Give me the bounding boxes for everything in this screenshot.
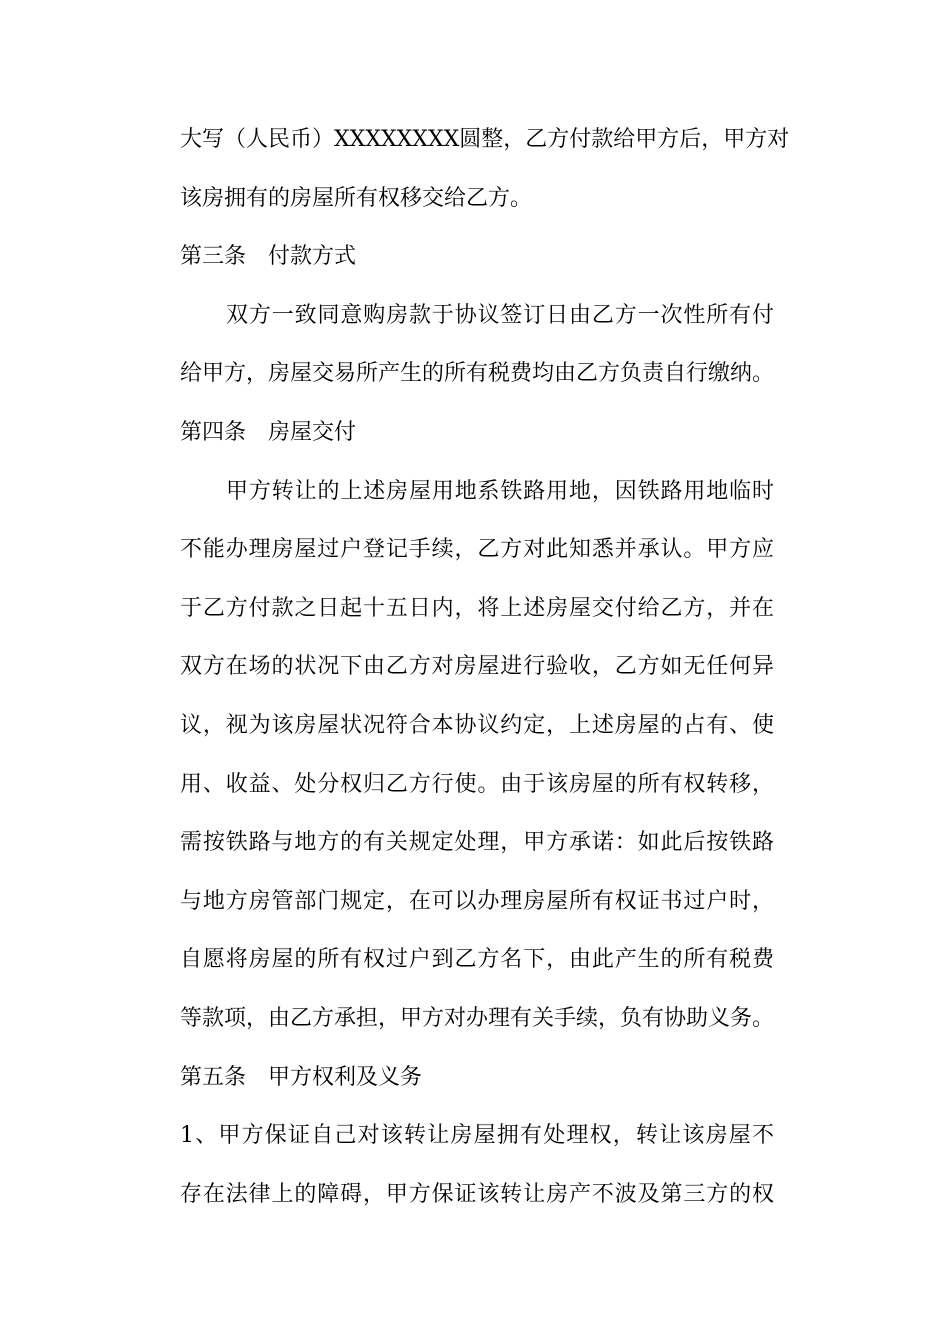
text-line: 于乙方付款之日起十五日内，将上述房屋交付给乙方，并在 — [180, 595, 774, 621]
text-line: 该房拥有的房屋所有权移交给乙方。 — [180, 185, 533, 211]
text-line: 用、收益、处分权归乙方行使。由于该房屋的所有权转移， — [180, 771, 774, 797]
text-line: 议，视为该房屋状况符合本协议约定，上述房屋的占有、使 — [180, 712, 774, 738]
text-line: 给甲方，房屋交易所产生的所有税费均由乙方负责自行缴纳。 — [180, 361, 775, 387]
text-line: 双方一致同意购房款于协议签订日由乙方一次性所有付 — [226, 302, 774, 328]
article-3-heading — [180, 237, 774, 296]
text-line: 自愿将房屋的所有权过户到乙方名下，由此产生的所有税费 — [180, 947, 774, 973]
text-line: 大写（人民币）XXXXXXXX圆整，乙方付款给甲方后，甲方对 — [180, 127, 790, 152]
article-number: 第四条 — [180, 419, 247, 445]
article-number: 第五条 — [180, 1064, 247, 1090]
text-line: 甲方转让的上述房屋用地系铁路用地，因铁路用地临时 — [226, 478, 774, 504]
text-line: 不能办理房屋过户登记手续，乙方对此知悉并承认。甲方应 — [180, 537, 774, 563]
article-title: 房屋交付 — [268, 419, 357, 445]
text-line: 等款项，由乙方承担，甲方对办理有关手续，负有协助义务。 — [180, 1005, 775, 1031]
article-number: 第三条 — [180, 244, 247, 270]
text-line: 与地方房管部门规定，在可以办理房屋所有权证书过户时， — [180, 888, 774, 914]
text-line: 存在法律上的障碍，甲方保证该转让房产不波及第三方的权 — [180, 1181, 774, 1207]
article-title: 付款方式 — [268, 244, 357, 270]
article-title: 甲方权利及义务 — [268, 1064, 423, 1090]
document-body — [180, 120, 790, 1233]
article-5-heading — [180, 1058, 774, 1117]
text-line: 双方在场的状况下由乙方对房屋进行验收，乙方如无任何异 — [180, 654, 774, 680]
text-line: 1、甲方保证自己对该转让房屋拥有处理权，转让该房屋不 — [180, 1123, 774, 1149]
text-line: 需按铁路与地方的有关规定处理，甲方承诺：如此后按铁路 — [180, 830, 774, 856]
article-4-heading — [180, 413, 774, 472]
